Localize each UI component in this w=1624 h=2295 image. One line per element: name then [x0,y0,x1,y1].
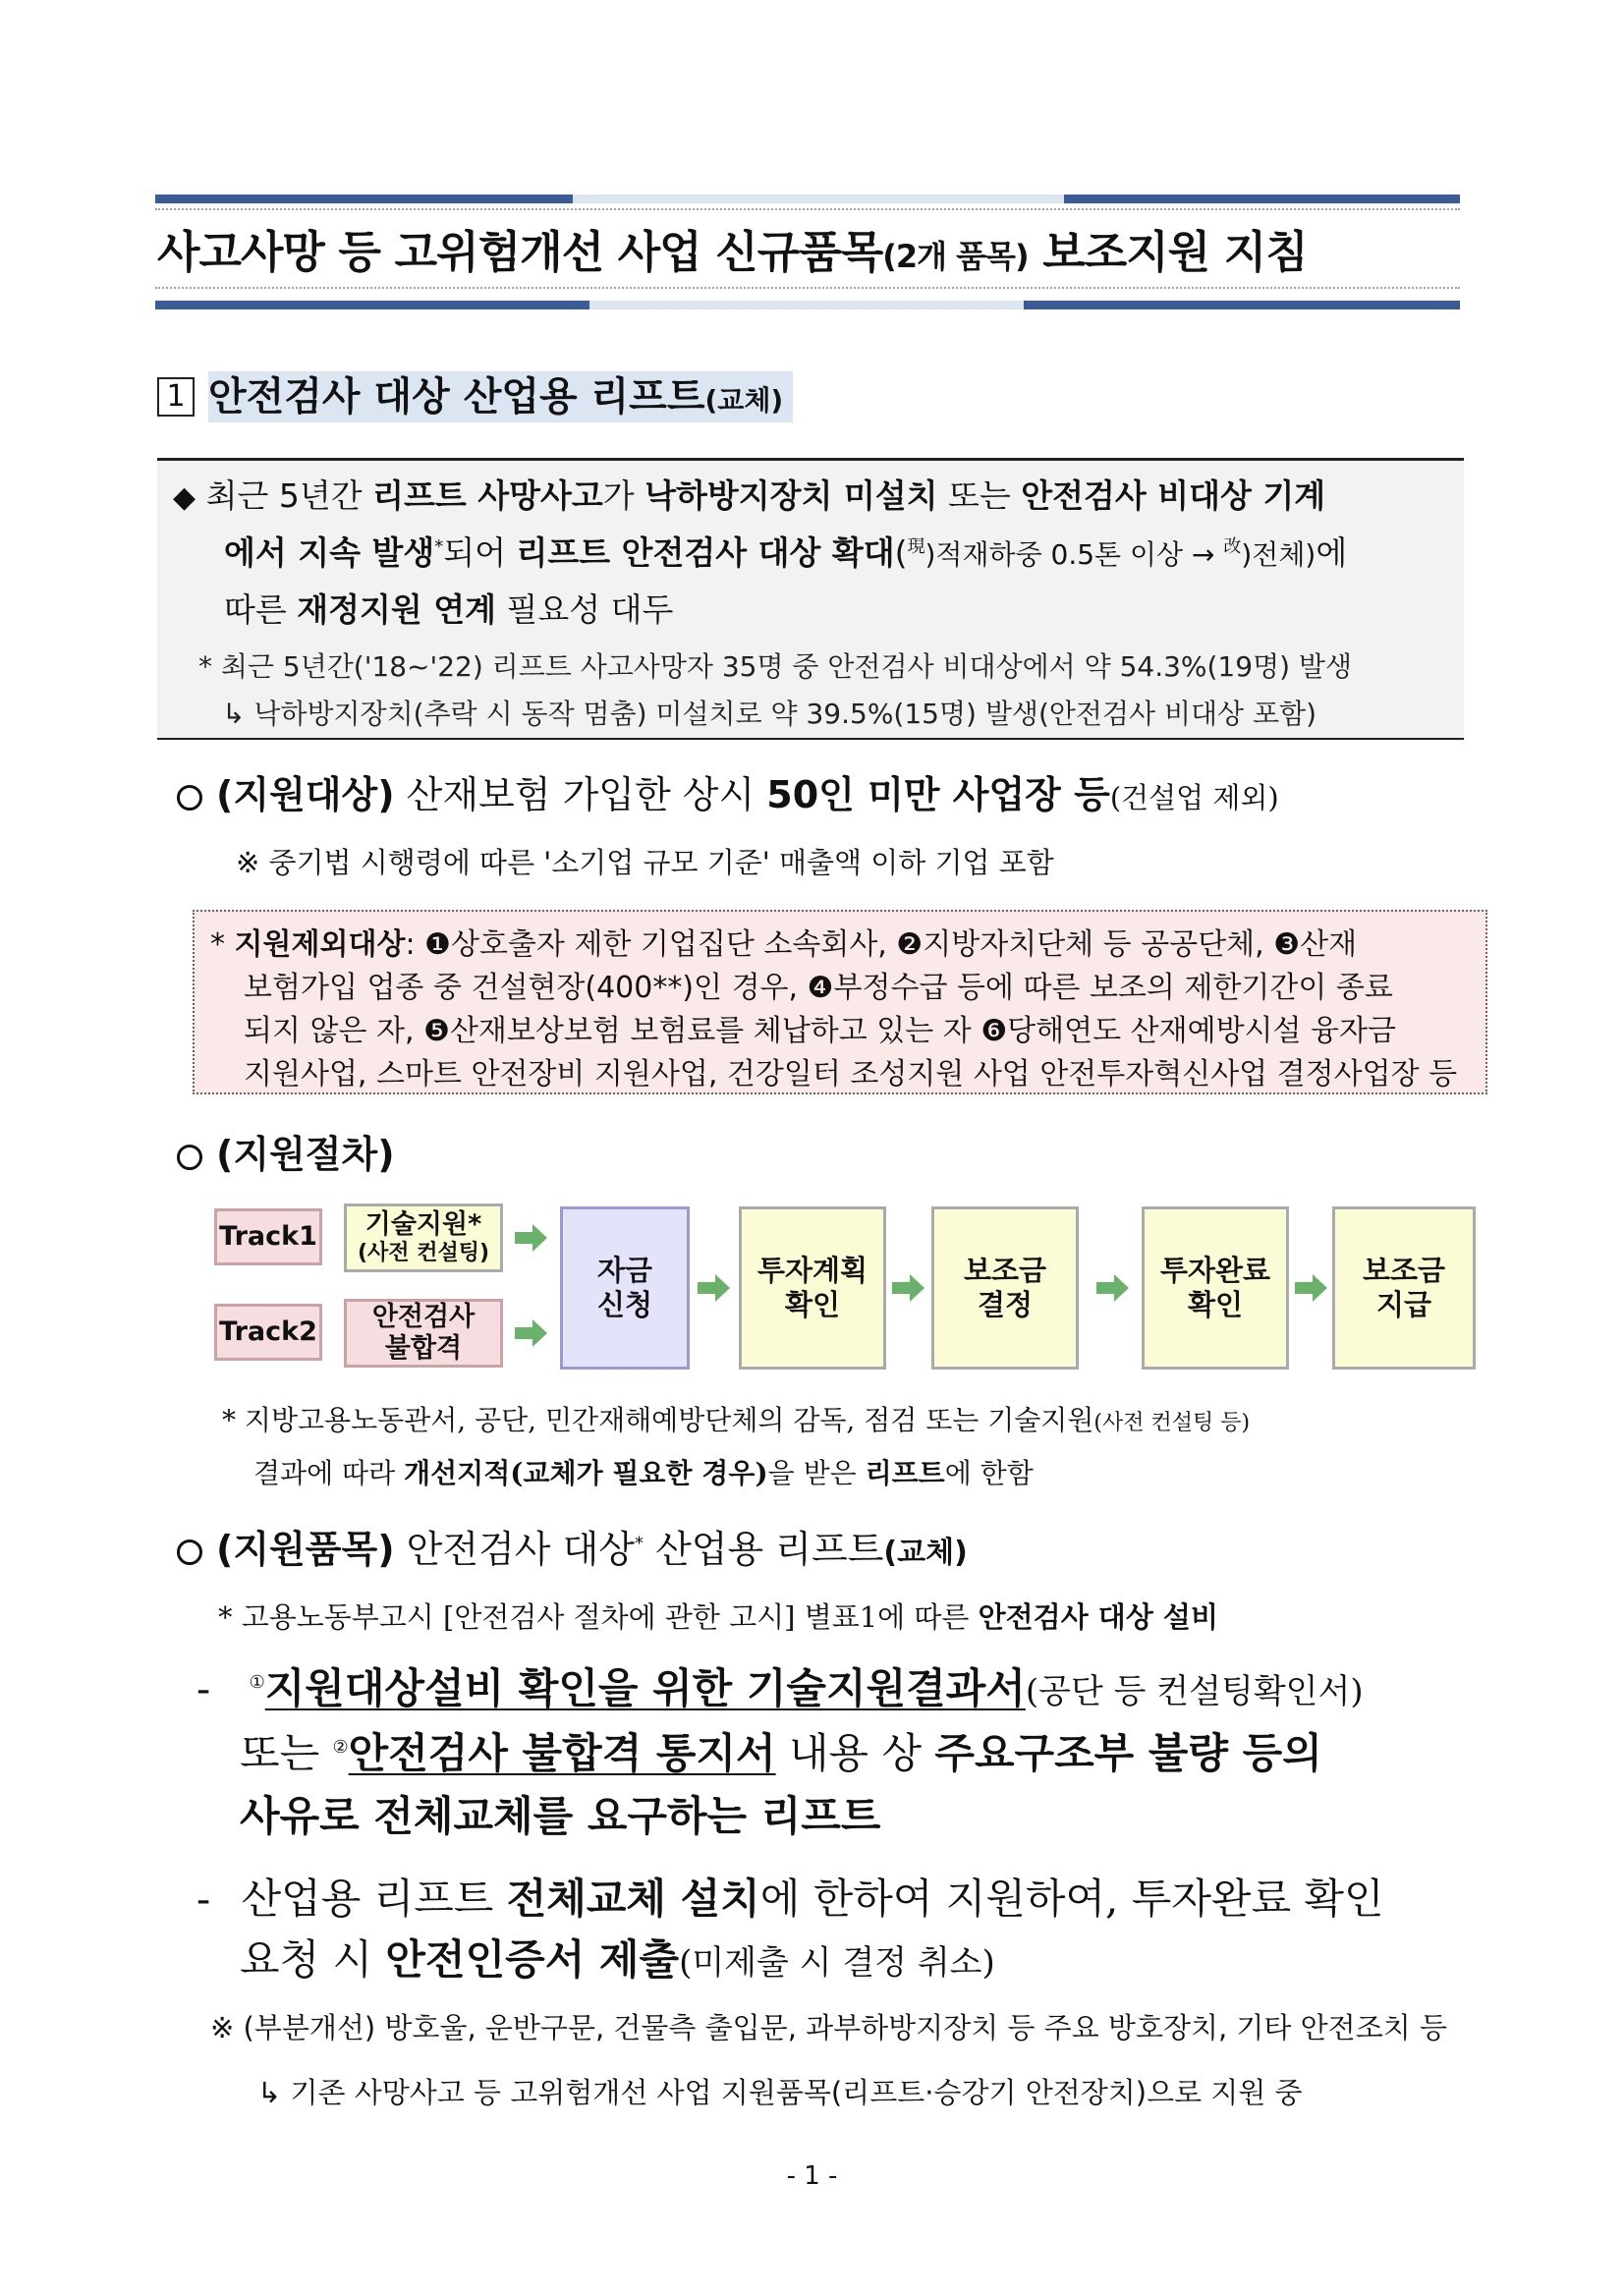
inspection-fail-label-2: 불합격 [384,1333,463,1364]
investment-plan-box [739,1206,886,1370]
summary-text: 되어 [443,533,517,572]
excluded-line-2: 보험가입 업종 중 건설현장(400**)인 경우, ❹부정수급 등에 따른 보조의 제한기간이 종료 [244,971,1393,1005]
circle-bullet-icon [177,1539,202,1565]
items-detail-1-line-2 [240,1721,1322,1780]
investment-complete-label: 투자완료 [1159,1254,1271,1288]
summary-text: 또는 [937,476,1022,515]
track2-label: Track2 [219,1315,317,1347]
excluded-text: : ❶상호출자 제한 기업집단 소속회사, ❷지방자치단체 등 공공단체, ❸산재 [405,927,1358,962]
circled-number-2: ② [332,1737,349,1758]
procedure-note-text: 에 한함 [944,1457,1034,1489]
investment-complete-label-2: 확인 [1187,1288,1244,1321]
apply-funds-label: 자금 [596,1254,653,1288]
tech-support-label: 기술지원* [364,1208,482,1240]
subsidy-decision-label-2: 결정 [977,1288,1034,1321]
title-count: (2개 품목) [882,238,1029,275]
items-label: (지원품목) [216,1528,395,1571]
summary-text: 낙하방지장치 미설치 [644,476,938,515]
items-detail-text: (공단 등 컨설팅확인서) [1025,1672,1364,1711]
section-title-text: 안전검사 대상 산업용 리프트 [208,374,705,420]
procedure-note-1 [222,1399,1250,1438]
excluded-box [193,910,1487,1094]
arrow-right-icon [515,1318,548,1348]
tech-support-box [344,1203,503,1272]
summary-text: )전체) [1241,538,1316,571]
procedure-label: (지원절차) [216,1133,395,1176]
excluded-label: 지원제외대상 [234,927,406,962]
items-detail-1-line-3 [240,1784,880,1843]
items-detail-text: 지원대상설비 확인을 위한 기술지원결과서 [264,1664,1026,1712]
arrow-right-icon [515,1223,548,1253]
procedure-note-text: (사전 컨설팅 등) [1093,1411,1251,1435]
excluded-line-3: 되지 않은 자, ❺산재보상보험 보험료를 체납하고 있는 자 ❻당해연도 산재예방시설 융자금 [244,1014,1396,1048]
investment-complete-box [1142,1206,1289,1370]
excluded-text: * [210,927,235,962]
title-main: 사고사망 등 고위험개선 사업 신규품목 [157,226,883,278]
title-bar-bottom-right [1024,301,1460,309]
items-detail-text: 에 한하여 지원하여, 투자완료 확인 [759,1875,1384,1923]
arrow-right-icon [1096,1273,1130,1303]
summary-text: 에 [1316,533,1348,572]
subsidy-payment-label-2: 지급 [1375,1288,1432,1321]
items-detail-1-line-1 [196,1656,1364,1715]
summary-note-1: * 최근 5년간('18~'22) 리프트 사고사망자 35명 중 안전검사 비대상에서 약 54.3%(19명) 발생 [198,650,1353,683]
items-reference-2: ↳ 기존 사망사고 등 고위험개선 사업 지원품목(리프트·승강기 안전장치)으로 지원 중 [257,2076,1303,2109]
target-label: (지원대상) [216,773,395,816]
arrow-right-icon [1295,1273,1328,1303]
investment-plan-label: 투자계획 [756,1254,868,1288]
summary-text: 리프트 사망사고 [372,476,603,515]
circled-number-1: ① [249,1672,265,1693]
target-text: 산재보험 가입한 상시 [394,773,767,816]
items-detail-text: 전체교체 설치 [506,1875,760,1923]
page-title [157,216,1464,280]
circle-bullet-icon [177,785,202,811]
procedure-note-text: * 지방고용노동관서, 공단, 민간재해예방단체의 감독, 점검 또는 기술지원 [222,1404,1094,1436]
summary-line-3 [224,585,673,631]
items-detail-text: 주요구조부 불량 등의 [934,1729,1322,1777]
items-detail-text: 사유로 전체교체를 요구하는 리프트 [240,1792,881,1840]
items-text: (교체) [883,1536,968,1570]
items-text: 산업용 리프트 [644,1528,884,1571]
excluded-line-1 [210,920,1357,963]
title-bar-bottom-left [155,301,589,309]
dash-bullet: - [196,1664,211,1712]
excluded-line-4: 지원사업, 스마트 안전장비 지원사업, 건강일터 조성지원 사업 안전투자혁신사업 결정사업장 등 [244,1057,1458,1092]
section-title [208,371,793,422]
summary-text: 따른 [224,590,298,629]
title-dotted-top [155,208,1460,210]
procedure-note-text: 을 받은 [767,1457,866,1489]
subsidy-decision-box [931,1206,1079,1370]
items-detail-2-line-1 [196,1867,1384,1926]
summary-text: 안전검사 비대상 기계 [1021,476,1326,515]
investment-plan-label-2: 확인 [784,1288,841,1321]
subsidy-payment-label: 보조금 [1362,1254,1446,1288]
title-dotted-bottom [155,287,1460,289]
items-text: * [635,1533,644,1554]
target-text: 50인 미만 사업장 등 [766,773,1110,816]
title-bar-top-left [155,195,573,203]
track2-box [214,1304,322,1361]
items-detail-text: 안전인증서 제출 [385,1935,680,1984]
summary-text: 改 [1223,536,1242,557]
procedure-note-text: 결과에 따라 [253,1457,405,1489]
page-number: - 1 - [786,2161,838,2191]
target-text: (건설업 제외) [1109,781,1279,814]
items-detail-text: 또는 [240,1729,333,1777]
dash-bullet: - [196,1875,211,1923]
procedure-note-2 [253,1452,1034,1491]
subsidy-decision-label: 보조금 [963,1254,1047,1288]
items-note-text: 안전검사 대상 설비 [978,1600,1218,1634]
summary-text: 에서 지속 발생 [224,533,435,572]
items-detail-text: (미제출 시 결정 취소) [679,1943,995,1983]
items-detail-text: 내용 상 [775,1729,935,1777]
apply-funds-label-2: 신청 [596,1288,653,1321]
section-title-small: (교체) [704,384,784,417]
summary-text: ( [894,533,908,572]
summary-text: * [434,536,444,557]
diamond-icon: ◆ [173,480,196,515]
items-heading [177,1519,968,1573]
target-note: ※ 중기법 시행령에 따른 '소기업 규모 기준' 매출액 이하 기업 포함 [236,846,1054,879]
summary-text: 現 [907,536,925,557]
summary-text: 가 [602,476,645,515]
apply-funds-box [560,1206,690,1370]
procedure-note-text: 개선지적(교체가 필요한 경우) [404,1457,768,1489]
track1-label: Track1 [219,1220,317,1252]
summary-line-2 [224,528,1347,574]
items-detail-2-line-2 [240,1928,995,1987]
section-number: 1 [157,377,195,417]
arrow-right-icon [698,1273,731,1303]
summary-box [157,458,1464,740]
target-line [177,764,1279,818]
track1-box [214,1208,322,1265]
summary-text: 최근 5년간 [205,476,373,515]
items-note [218,1595,1218,1636]
title-bar-bottom-mid [589,301,1024,309]
summary-text: 필요성 대두 [496,590,674,629]
items-reference-1: ※ (부분개선) 방호울, 운반구문, 건물측 출입문, 과부하방지장치 등 주요 방호장치, 기타 안전조치 등 [210,2011,1447,2044]
summary-note-2: ↳ 낙하방지장치(추락 시 동작 멈춤) 미설치로 약 39.5%(15명) 발생(안전검사 비대상 포함) [222,698,1317,730]
inspection-fail-box [344,1299,503,1368]
arrow-right-icon [892,1273,925,1303]
items-detail-text: 산업용 리프트 [241,1875,507,1923]
tech-support-sub: (사전 컨설팅) [357,1241,490,1265]
procedure-note-text: 리프트 [865,1457,945,1489]
title-suffix: 보조지원 지침 [1042,226,1308,278]
summary-text: 재정지원 연계 [297,590,497,629]
subsidy-payment-box [1332,1206,1476,1370]
items-detail-text: 요청 시 [240,1935,386,1984]
items-note-text: * 고용노동부고시 [안전검사 절차에 관한 고시] 별표1에 따른 [218,1600,979,1634]
procedure-heading [177,1124,395,1178]
circle-bullet-icon [177,1145,202,1170]
summary-line-1 [173,471,1325,517]
summary-text: )적재하중 0.5톤 이상 → [924,538,1224,571]
summary-text: 리프트 안전검사 대상 확대 [516,533,895,572]
title-bar-top-mid [573,195,1064,203]
title-bar-top-right [1064,195,1460,203]
inspection-fail-label: 안전검사 [371,1301,476,1332]
items-text: 안전검사 대상 [394,1528,635,1571]
items-detail-text: 안전검사 불합격 통지서 [348,1729,776,1777]
